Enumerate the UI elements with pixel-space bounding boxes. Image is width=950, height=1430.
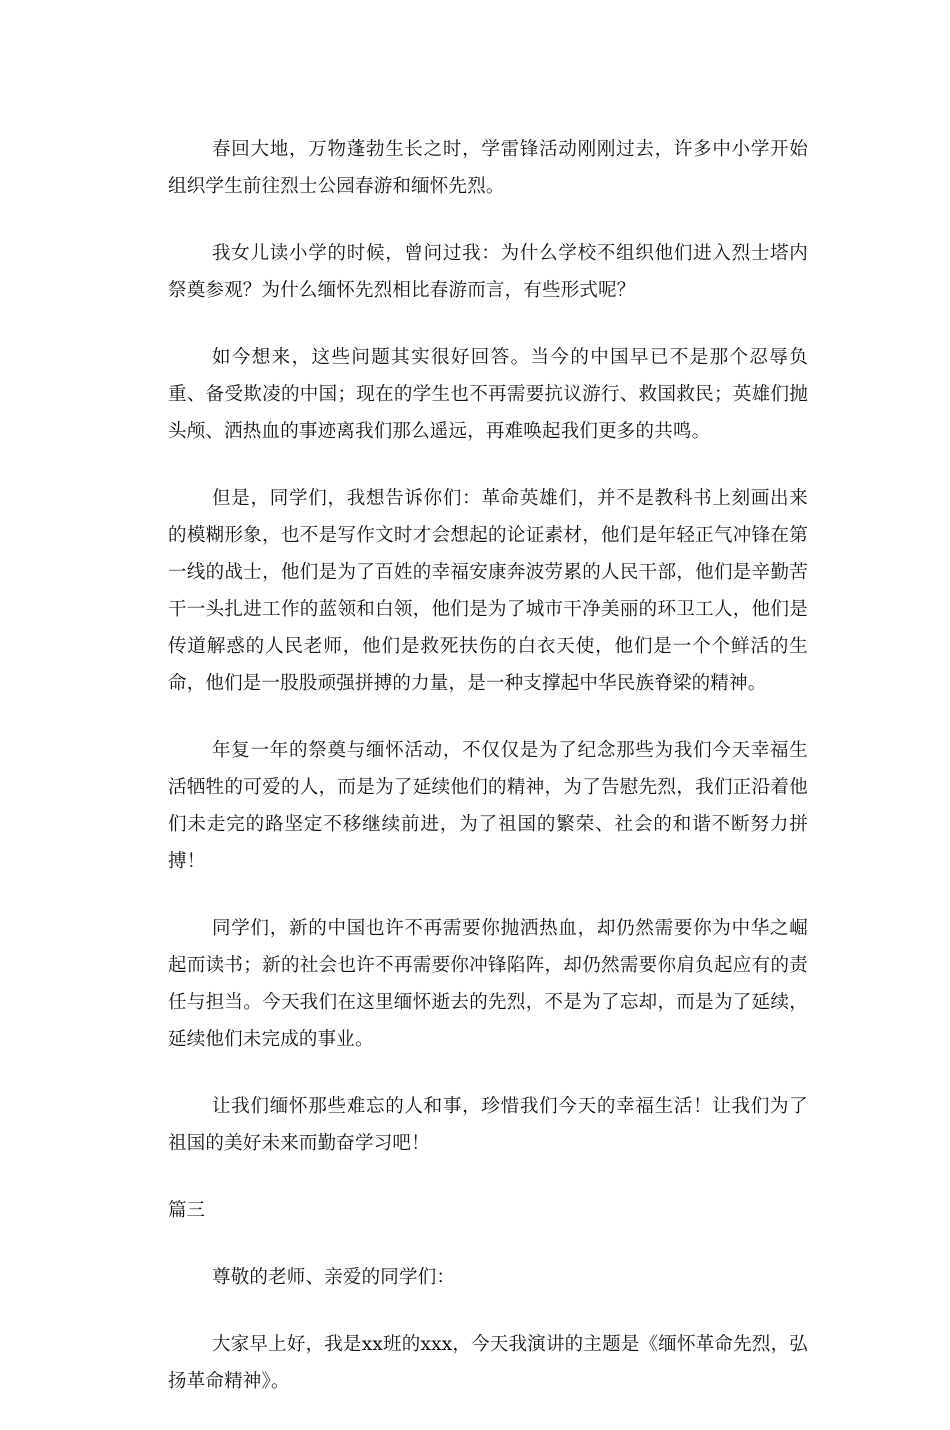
- document-body: [168, 131, 808, 1430]
- salutation: 尊敬的老师、亲爱的同学们：: [212, 1267, 456, 1288]
- opening-paragraph: 大家早上好，我是xx班的xxx，今天我演讲的主题是《缅怀革命先烈，弘扬革命精神》。: [168, 1334, 808, 1392]
- paragraph-3: 如今想来，这些问题其实很好回答。当今的中国早已不是那个忍辱负重、备受欺凌的中国；现在的学生也不再需要抗议游行、救国救民；英雄们抛头颅、洒热血的事迹离我们那么遥远，再难唤起我们更多的共鸣。: [168, 347, 808, 442]
- paragraph-2: 我女儿读小学的时候，曾问过我：为什么学校不组织他们进入烈士塔内祭奠参观？为什么缅怀先烈相比春游而言，有些形式呢？: [168, 243, 808, 301]
- paragraph-4: 但是，同学们，我想告诉你们：革命英雄们，并不是教科书上刻画出来的模糊形象，也不是写作文时才会想起的论证素材，他们是年轻正气冲锋在第一线的战士，他们是为了百姓的幸福安康奔波劳累的人民干部，他们是辛勤苦干一头扎进工作的蓝领和白领，他们是为了城市干净美丽的环卫工人，他们是传道解惑的人民老师，他们是救死扶伤的白衣天使，他们是一个个鲜活的生命，他们是一股股顽强拼搏的力量，是一种支撑起中华民族脊梁的精神。: [168, 488, 808, 694]
- paragraph-1: 春回大地，万物蓬勃生长之时，学雷锋活动刚刚过去，许多中小学开始组织学生前往烈士公园春游和缅怀先烈。: [168, 139, 808, 197]
- paragraph-7: 让我们缅怀那些难忘的人和事，珍惜我们今天的幸福生活！让我们为了祖国的美好未来而勤奋学习吧！: [168, 1096, 808, 1154]
- paragraph-5: 年复一年的祭奠与缅怀活动，不仅仅是为了纪念那些为我们今天幸福生活牺牲的可爱的人，而是为了延续他们的精神，为了告慰先烈，我们正沿着他们未走完的路坚定不移继续前进，为了祖国的繁荣、社会的和谐不断努力拼搏！: [168, 740, 808, 872]
- section-heading: 篇三: [168, 1200, 206, 1221]
- paragraph-6: 同学们，新的中国也许不再需要你抛洒热血，却仍然需要你为中华之崛起而读书；新的社会也许不再需要你冲锋陷阵，却仍然需要你肩负起应有的责任与担当。今天我们在这里缅怀逝去的先烈，不是为了忘却，而是为了延续，延续他们未完成的事业。: [168, 918, 808, 1050]
